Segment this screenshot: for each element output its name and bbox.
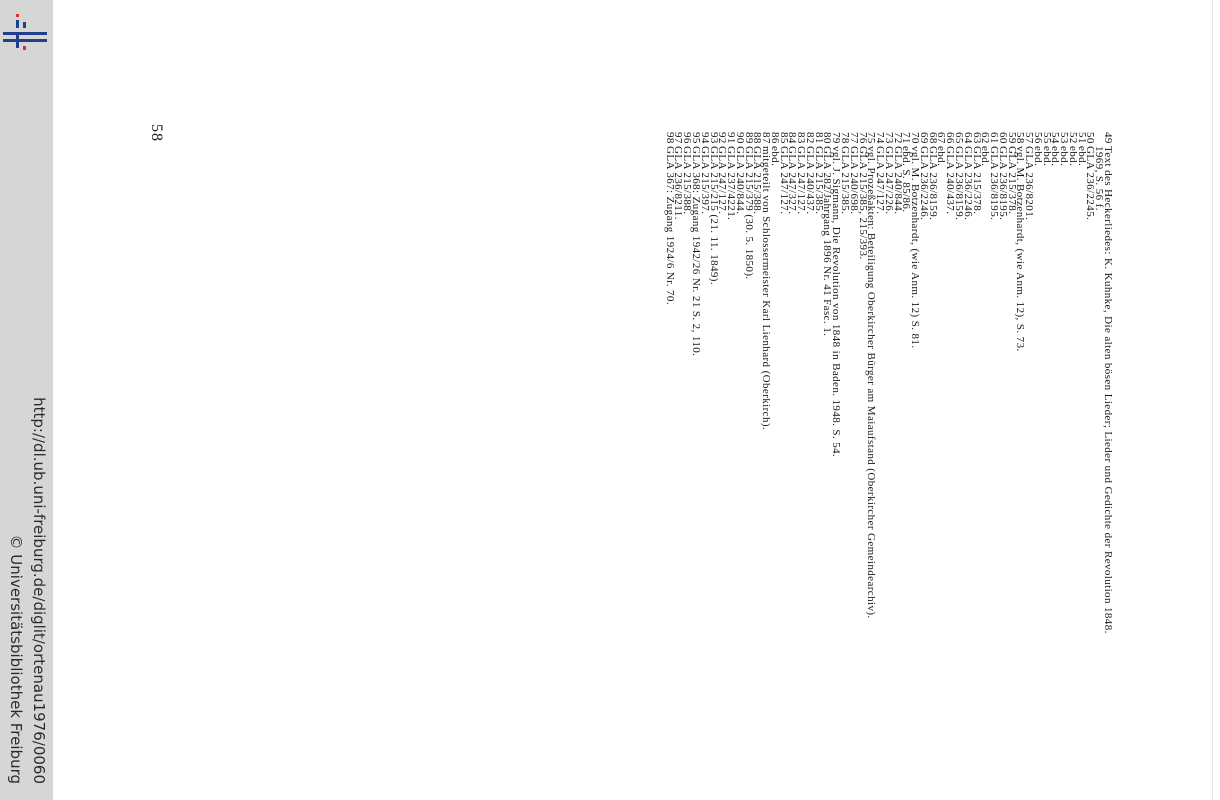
footnote-text: 1969, S. 56 f. bbox=[1093, 146, 1106, 211]
footnote-number: 83 bbox=[795, 132, 808, 144]
footnote-item bbox=[779, 132, 788, 752]
footnote-text: ebd. bbox=[1040, 146, 1053, 167]
footnote-number: 50 bbox=[1084, 132, 1097, 144]
footnote-item bbox=[972, 132, 981, 752]
footnote-text: GLA 236/8159. bbox=[952, 146, 965, 221]
footnote-text: GLA 247/226. bbox=[882, 146, 895, 215]
source-url-link[interactable]: http://dl.ub.uni-freiburg.de/diglit/ortenau1976/0060 bbox=[30, 397, 48, 784]
footnote-text: GLA 240/844. bbox=[891, 146, 904, 215]
footnote-item bbox=[1086, 132, 1095, 752]
footnote-text: GLA 282/Jahrgang 1896 Nr. 41 Fasc. 1. bbox=[821, 146, 834, 337]
footnote-text: vgl. M. Botzenhardt, (wie Anm. 12) S. 81. bbox=[909, 146, 922, 349]
footnote-item bbox=[909, 132, 922, 752]
footnote-text: GLA 236/2245. bbox=[1084, 146, 1097, 221]
footnote-number: 51 bbox=[1075, 132, 1088, 144]
footnote-number: 70 bbox=[909, 132, 922, 144]
footnote-number: 96 bbox=[681, 132, 694, 144]
footnote-item bbox=[963, 132, 972, 752]
footnote-text: GLA 236/8201. bbox=[1023, 146, 1036, 221]
footnote-number: 58 bbox=[1014, 132, 1027, 144]
footnote-item bbox=[1033, 132, 1042, 752]
footnote-number: 59 bbox=[1005, 132, 1018, 144]
footnote-text: GLA 247/127. bbox=[795, 146, 808, 215]
footnote-number: 94 bbox=[698, 132, 711, 144]
footnote-text: GLA 236/8195. bbox=[988, 146, 1001, 221]
footnote-number: 87 bbox=[760, 132, 773, 144]
footnote-text: GLA 236/2246. bbox=[917, 146, 930, 221]
footnote-number: 56 bbox=[1031, 132, 1044, 144]
footnote-text: GLA 368: Zugang 1942/26 Nr. 21 S. 2, 110. bbox=[690, 146, 703, 357]
footnote-number: 89 bbox=[742, 132, 755, 144]
page-edge bbox=[1212, 0, 1213, 800]
footnote-item bbox=[788, 132, 797, 752]
footnote-number: 86 bbox=[768, 132, 781, 144]
footnote-number: 49 bbox=[1102, 132, 1114, 144]
footnote-item bbox=[1068, 132, 1077, 752]
footnote-text: Text des Heckerliedes: K. Kuhnke, Die alten bösen Lieder; Lieder und Gedichte der Revolution 1848. bbox=[1102, 146, 1114, 634]
footnote-number: 92 bbox=[716, 132, 729, 144]
footnote-number: 85 bbox=[777, 132, 790, 144]
footnote-text: ebd. bbox=[1075, 146, 1088, 167]
footnote-item bbox=[760, 132, 773, 752]
footnote-text: ebd. bbox=[768, 146, 781, 167]
footnote-text: GLA 240/437. bbox=[803, 146, 816, 215]
footnote-number: 61 bbox=[988, 132, 1001, 144]
footnote-item bbox=[1042, 132, 1051, 752]
footnote-text: GLA 215/378. bbox=[970, 146, 983, 215]
footnote-number: 57 bbox=[1023, 132, 1036, 144]
footnote-text: ebd. bbox=[979, 146, 992, 167]
footnote-text: GLA 247/127. bbox=[874, 146, 887, 215]
footnote-number: 54 bbox=[1049, 132, 1062, 144]
footnote-text: ebd. bbox=[1031, 146, 1044, 167]
footnote-number: 82 bbox=[803, 132, 816, 144]
footnote-item bbox=[709, 132, 718, 752]
footnote-text: GLA 215/379 (30. 5. 1850). bbox=[742, 146, 755, 280]
footnote-text: GLA 236/8211. bbox=[672, 146, 685, 220]
footnote-number: 60 bbox=[996, 132, 1009, 144]
footnote-number: 97 bbox=[672, 132, 685, 144]
viewer-sidebar bbox=[0, 0, 53, 800]
footnote-item bbox=[795, 132, 808, 752]
footnote-number: 77 bbox=[847, 132, 860, 144]
footnote-item bbox=[1103, 132, 1112, 752]
footnote-text: ebd. bbox=[1049, 146, 1062, 167]
footnote-number: 93 bbox=[707, 132, 720, 144]
footnote-item bbox=[937, 132, 946, 752]
footnote-number: 63 bbox=[970, 132, 983, 144]
footnote-number: 73 bbox=[882, 132, 895, 144]
footnote-number: 53 bbox=[1058, 132, 1071, 144]
footnote-text: ebd. bbox=[1066, 146, 1079, 167]
footnote-number: 79 bbox=[830, 132, 843, 144]
footnote-number: 62 bbox=[979, 132, 992, 144]
footnote-text: ebd. S. 85/86. bbox=[900, 146, 913, 213]
footnote-item bbox=[805, 132, 814, 752]
page-number: 58 bbox=[148, 124, 165, 142]
footnote-text: GLA 215/385, 215/393. bbox=[856, 146, 869, 260]
footnote-item bbox=[1058, 132, 1071, 752]
footnote-item bbox=[1051, 132, 1060, 752]
footnote-item bbox=[954, 132, 963, 752]
footnote-item bbox=[981, 132, 990, 752]
footnote-number: 90 bbox=[733, 132, 746, 144]
footnote-text: ebd. bbox=[935, 146, 948, 167]
footnote-number: 88 bbox=[751, 132, 764, 144]
footnote-text: vgl. M. Botzenhardt, (wie Anm. 12), S. 73. bbox=[1014, 146, 1027, 352]
footnote-text: GLA 215/397. bbox=[698, 146, 711, 215]
footnote-number: 80 bbox=[821, 132, 834, 144]
footnote-text: GLA 215/385. bbox=[812, 146, 825, 215]
footnote-text: GLA 237/4221. bbox=[725, 146, 738, 221]
footnote-item bbox=[988, 132, 1001, 752]
footnote-text: GLA 215/378. bbox=[1005, 146, 1018, 215]
footnote-item bbox=[744, 132, 753, 752]
footnote-text: GLA 240/844. bbox=[733, 146, 746, 215]
footnote-text: GLA 215/388. bbox=[751, 146, 764, 215]
footnote-number: 76 bbox=[856, 132, 869, 144]
footnote-number: 69 bbox=[917, 132, 930, 144]
footnote-text: vgl. Prozeßakten: Beteiligung Oberkircher Bürger am Maiaufstand (Oberkircher Gemeindearchiv). bbox=[865, 146, 878, 619]
footnote-number: 65 bbox=[952, 132, 965, 144]
footnote-item bbox=[665, 132, 674, 752]
footnote-text: GLA 215/385. bbox=[839, 146, 852, 215]
footnote-number: 67 bbox=[935, 132, 948, 144]
footnote-number: 75 bbox=[865, 132, 878, 144]
footnote-text: GLA 240/698. bbox=[847, 146, 860, 215]
footnote-number: 64 bbox=[961, 132, 974, 144]
footnote-number: 81 bbox=[812, 132, 825, 144]
footnote-text: GLA 247/127. bbox=[777, 146, 790, 215]
footnote-text: GLA 215/215 (21. 11. 1849). bbox=[707, 146, 720, 286]
footnote-text: GLA 367: Zugang 1924/6 Nr. 70. bbox=[663, 146, 676, 305]
footnote-text: GLA 240/437. bbox=[944, 146, 957, 215]
footnote-text: GLA 236/8195. bbox=[996, 146, 1009, 221]
footnote-number: 71 bbox=[900, 132, 913, 144]
footnote-item bbox=[690, 132, 703, 752]
footnote-item bbox=[944, 132, 957, 752]
footnote-text: mitgeteilt von Schlossermeister Karl Lienhard (Oberkirch). bbox=[760, 146, 773, 431]
footnotes-list bbox=[112, 132, 1112, 752]
footnote-text: GLA 215/388. bbox=[681, 146, 694, 215]
footnote-item bbox=[928, 132, 937, 752]
footnote-item bbox=[1016, 132, 1025, 752]
footnote-text: GLA 247/327. bbox=[786, 146, 799, 215]
footnote-number: 78 bbox=[839, 132, 852, 144]
footnote-item bbox=[884, 132, 893, 752]
footnote-item bbox=[998, 132, 1007, 752]
copyright-text: © Universitätsbibliothek Freiburg bbox=[7, 534, 25, 784]
footnote-text: ebd. bbox=[1058, 146, 1071, 167]
footnote-number: 72 bbox=[891, 132, 904, 144]
footnote-text: vgl. J. Sigmann, Die Revolution von 1848 in Baden. 1948. S. 54. bbox=[830, 146, 843, 458]
footnote-number: 95 bbox=[690, 132, 703, 144]
footnote-number: 55 bbox=[1040, 132, 1053, 144]
footnote-number: 98 bbox=[663, 132, 676, 144]
footnote-text: GLA 236/8159. bbox=[926, 146, 939, 221]
footnote-number: 74 bbox=[874, 132, 887, 144]
footnote-number: 66 bbox=[944, 132, 957, 144]
footnote-number: 68 bbox=[926, 132, 939, 144]
footnote-item bbox=[893, 132, 902, 752]
footnote-number: 84 bbox=[786, 132, 799, 144]
footnote-number: 91 bbox=[725, 132, 738, 144]
footnote-text: GLA 236/2246. bbox=[961, 146, 974, 221]
footnote-item bbox=[1077, 132, 1086, 752]
footnote-item bbox=[725, 132, 738, 752]
footnote-number: 52 bbox=[1066, 132, 1079, 144]
footnote-text: GLA 247/127. bbox=[716, 146, 729, 215]
